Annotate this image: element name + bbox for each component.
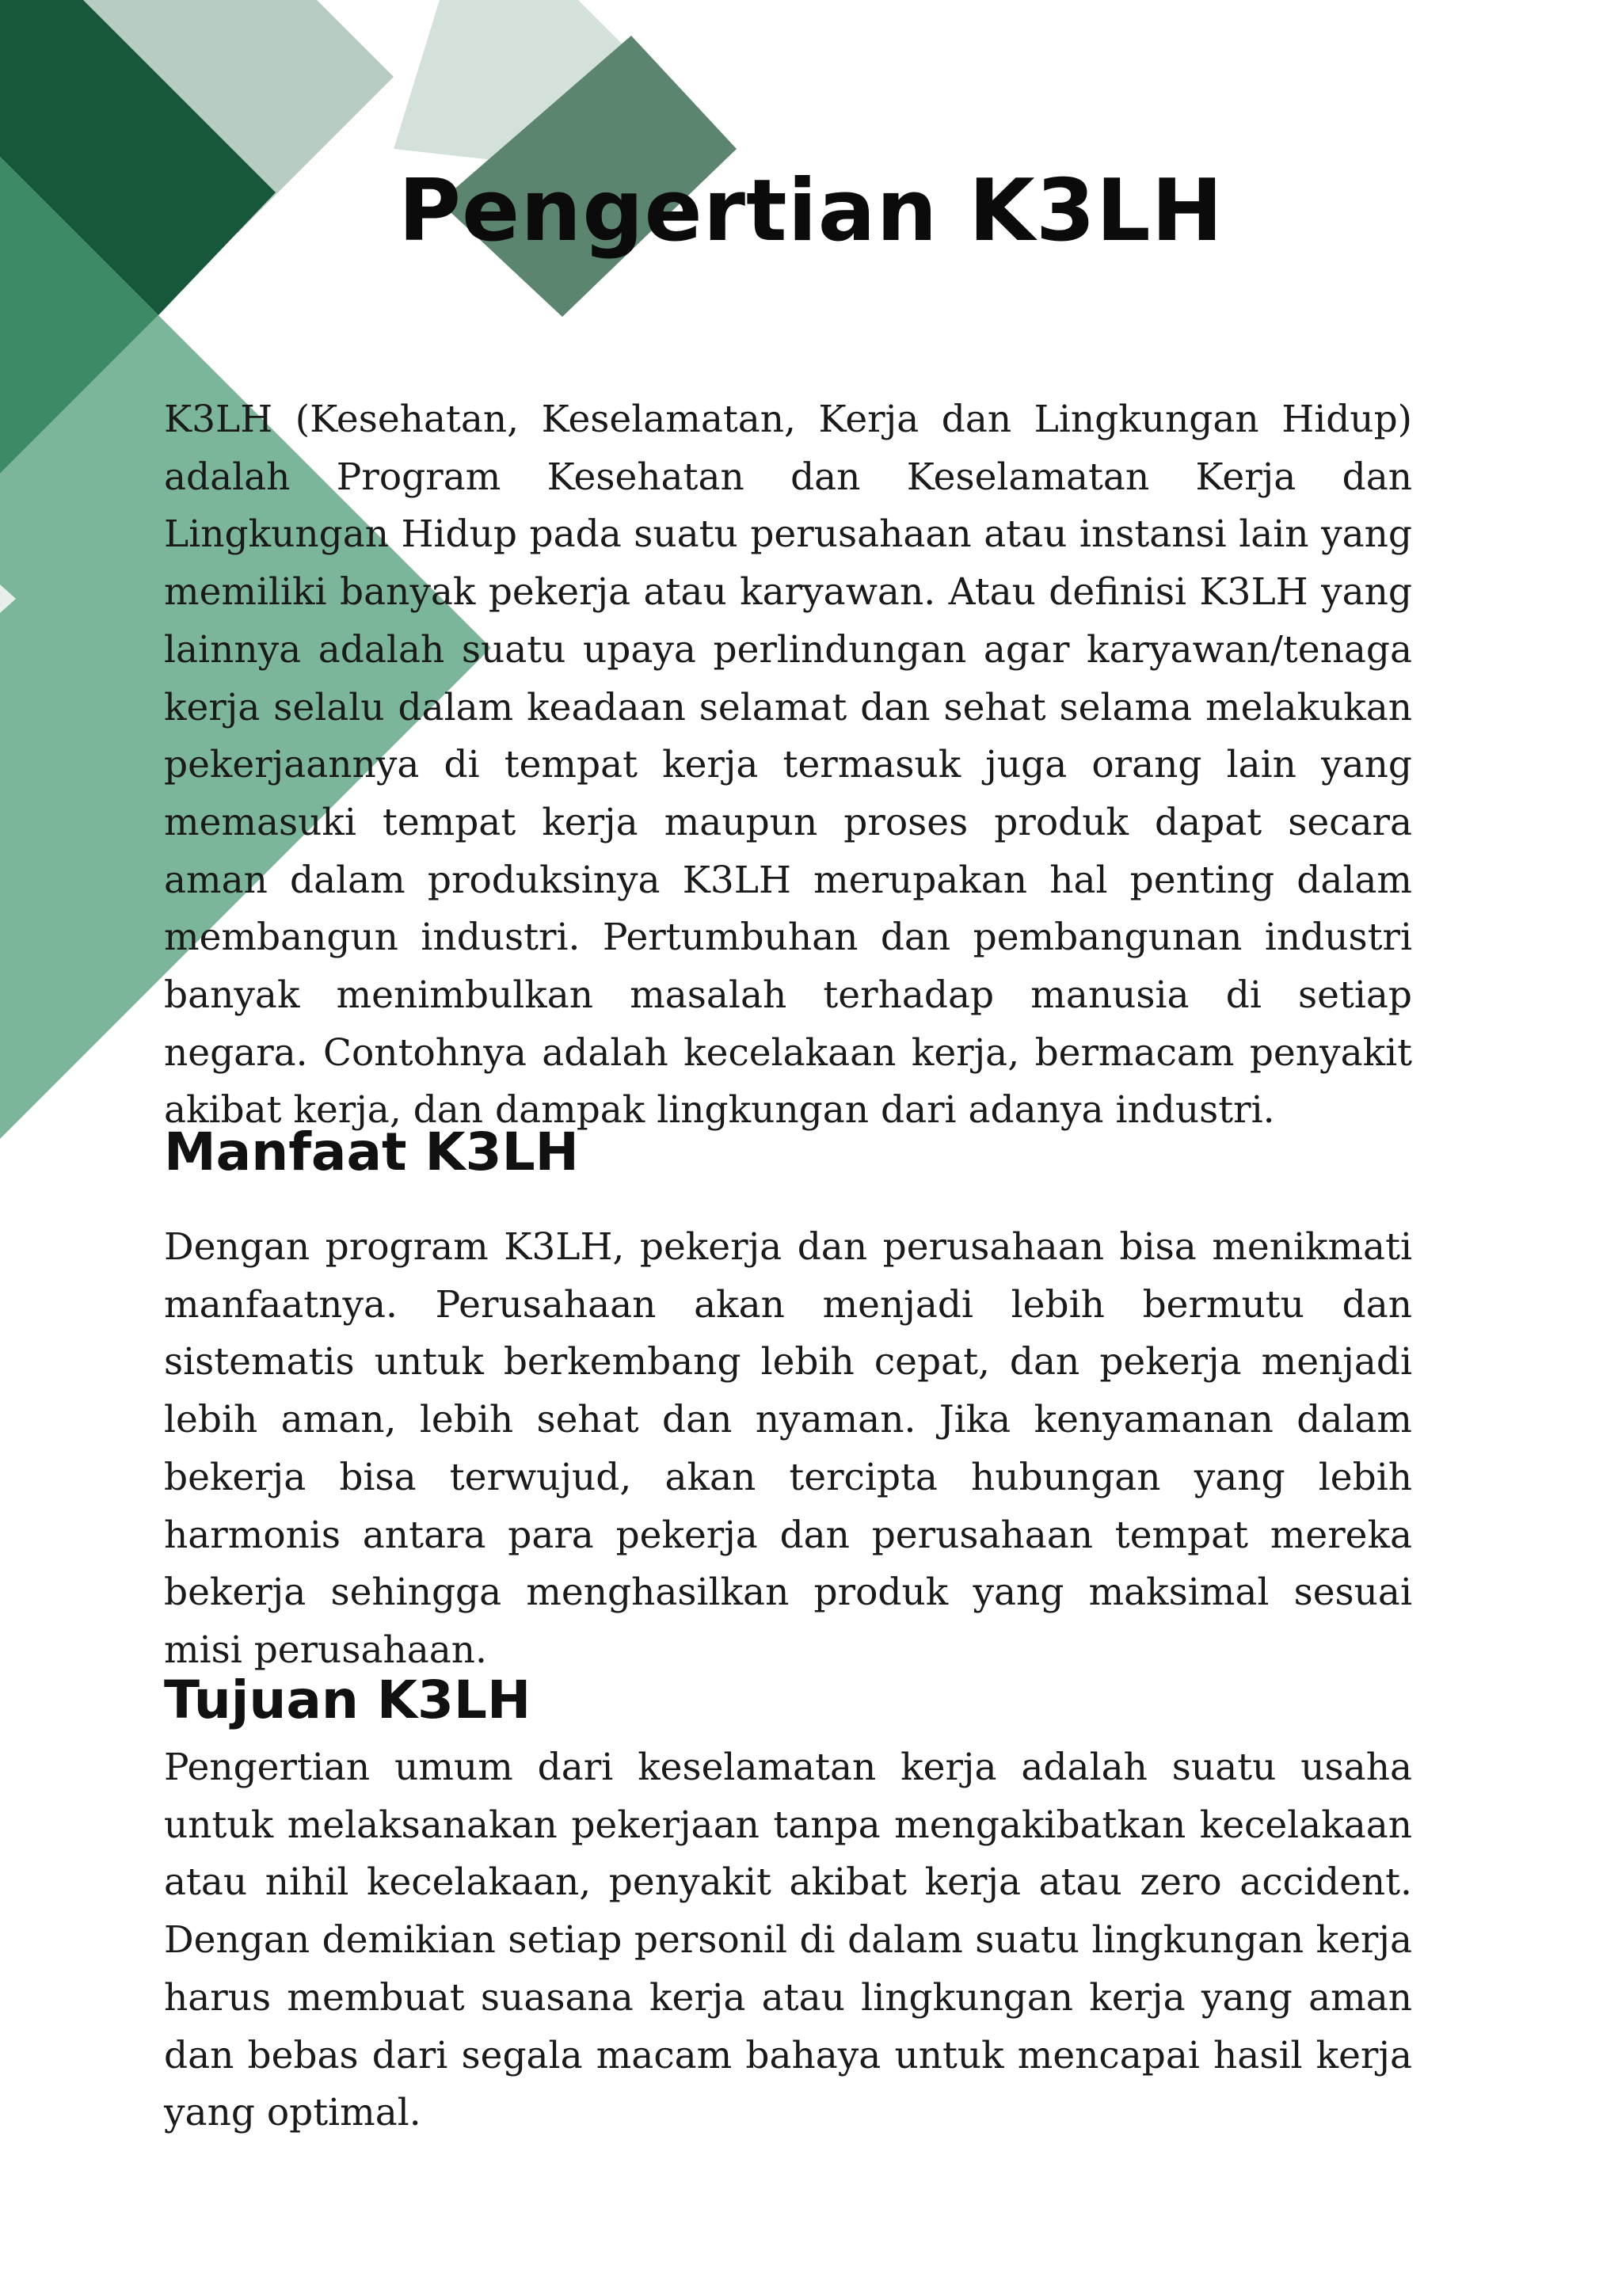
page-title: Pengertian K3LH — [398, 162, 1224, 261]
manfaat-paragraph: Dengan program K3LH, pekerja dan perusahaan bisa menikmati manfaatnya. Perusahaan akan menjadi lebih bermutu dan sistematis untuk berkembang lebih cepat, dan pekerja menjadi lebih aman, lebih sehat dan nyaman. Jika kenyamanan dalam bekerja bisa terwujud, akan tercipta hubungan yang lebih harmonis antara para pekerja dan perusahaan tempat mereka bekerja sehingga menghasilkan produk yang maksimal sesuai misi perusahaan. — [164, 1225, 1412, 1672]
section-heading-manfaat: Manfaat K3LH — [164, 1121, 579, 1182]
tujuan-paragraph: Pengertian umum dari keselamatan kerja adalah suatu usaha untuk melaksanakan pekerjaan tanpa mengakibatkan kecelakaan atau nihil kecelakaan, penyakit akibat kerja atau zero accident. Dengan demikian setiap personil di dalam suatu lingkungan kerja harus membuat suasana kerja atau lingkungan kerja yang aman dan bebas dari segala macam bahaya untuk mencapai hasil kerja yang optimal. — [164, 1746, 1412, 2135]
section-heading-tujuan: Tujuan K3LH — [164, 1670, 531, 1731]
intro-paragraph: K3LH (Kesehatan, Keselamatan, Kerja dan Lingkungan Hidup) adalah Program Kesehatan dan Keselamatan Kerja dan Lingkungan Hidup pada suatu perusahaan atau instansi lain yang memiliki banyak pekerja atau karyawan. Atau definisi K3LH yang lainnya adalah suatu upaya perlindungan agar karyawan/tenaga kerja selalu dalam keadaan selamat dan sehat selama melakukan pekerjaannya di tempat kerja termasuk juga orang lain yang memasuki tempat kerja maupun proses produk dapat secara aman dalam produksinya K3LH merupakan hal penting dalam membangun industri. Pertumbuhan dan pembangunan industri banyak menimbulkan masalah terhadap manusia di setiap negara. Contohnya adalah kecelakaan kerja, bermacam penyakit akibat kerja, dan dampak lingkungan dari adanya industri. — [164, 398, 1412, 1133]
